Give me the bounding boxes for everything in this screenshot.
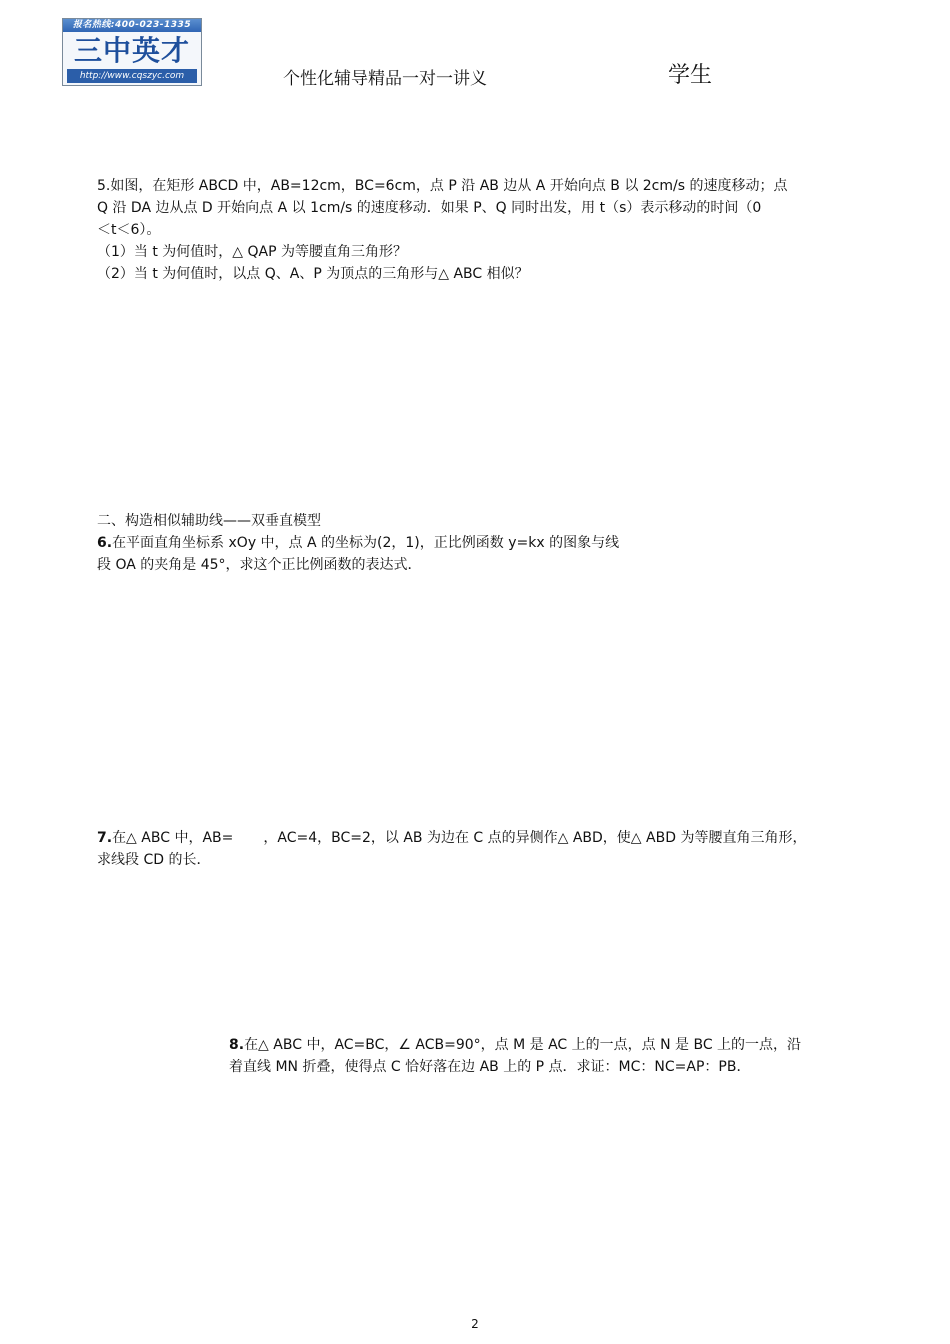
problem-6-number: 6. — [97, 535, 113, 551]
problem-7-number: 7. — [97, 830, 113, 846]
problem-5-question-1: （1）当 t 为何值时，△ QAP 为等腰直角三角形？ — [97, 244, 408, 260]
logo-url: http://www.cqszyc.com — [67, 69, 197, 83]
problem-5-question-2: （2）当 t 为何值时，以点 Q、A、P 为顶点的三角形与△ ABC 相似？ — [97, 266, 529, 282]
problem-8-line-1 — [229, 1034, 801, 1056]
header-student-label: 学生 — [668, 63, 713, 88]
header-title: 个性化辅导精品一对一讲义 — [283, 69, 487, 89]
problem-7-line-2: 求线段 CD 的长． — [97, 852, 211, 868]
problem-8-text-1: 在△ ABC 中，AC=BC，∠ ACB=90°，点 M 是 AC 上的一点，点 N 是 BC 上的一点，沿 — [244, 1037, 802, 1053]
problem-7-text-1a: 在△ ABC 中，AB= — [112, 830, 234, 846]
logo — [62, 18, 202, 86]
page-number: 2 — [471, 1317, 479, 1331]
problem-5-line-1: 5.如图，在矩形 ABCD 中，AB=12cm，BC=6cm，点 P 沿 AB 边从 A 开始向点 B 以 2cm/s 的速度移动；点 — [97, 178, 788, 194]
logo-name: 三中英才 — [73, 34, 190, 67]
problem-5-line-3: ＜t＜6）。 — [97, 222, 161, 238]
problem-7-text-1b: ，AC=4，BC=2，以 AB 为边在 C 点的异侧作△ ABD，使△ ABD 为等腰直角三角形， — [263, 830, 807, 846]
section-2-heading: 二、构造相似辅助线——双垂直模型 — [97, 513, 321, 529]
problem-6-line-1 — [97, 532, 619, 554]
problem-5-line-2: Q 沿 DA 边从点 D 开始向点 A 以 1cm/s 的速度移动．如果 P、Q 同时出发，用 t（s）表示移动的时间（0 — [97, 200, 762, 216]
logo-hotline: 报名热线:400-023-1335 — [63, 19, 201, 32]
problem-8-line-2: 着直线 MN 折叠，使得点 C 恰好落在边 AB 上的 P 点．求证：MC：NC=AP：PB． — [229, 1059, 751, 1075]
problem-8-number: 8. — [229, 1037, 245, 1053]
problem-6-text-1: 在平面直角坐标系 xOy 中，点 A 的坐标为(2，1)，正比例函数 y=kx 的图象与线 — [112, 535, 620, 551]
problem-7-line-1 — [97, 827, 806, 849]
problem-6-line-2: 段 OA 的夹角是 45°，求这个正比例函数的表达式． — [97, 557, 422, 573]
